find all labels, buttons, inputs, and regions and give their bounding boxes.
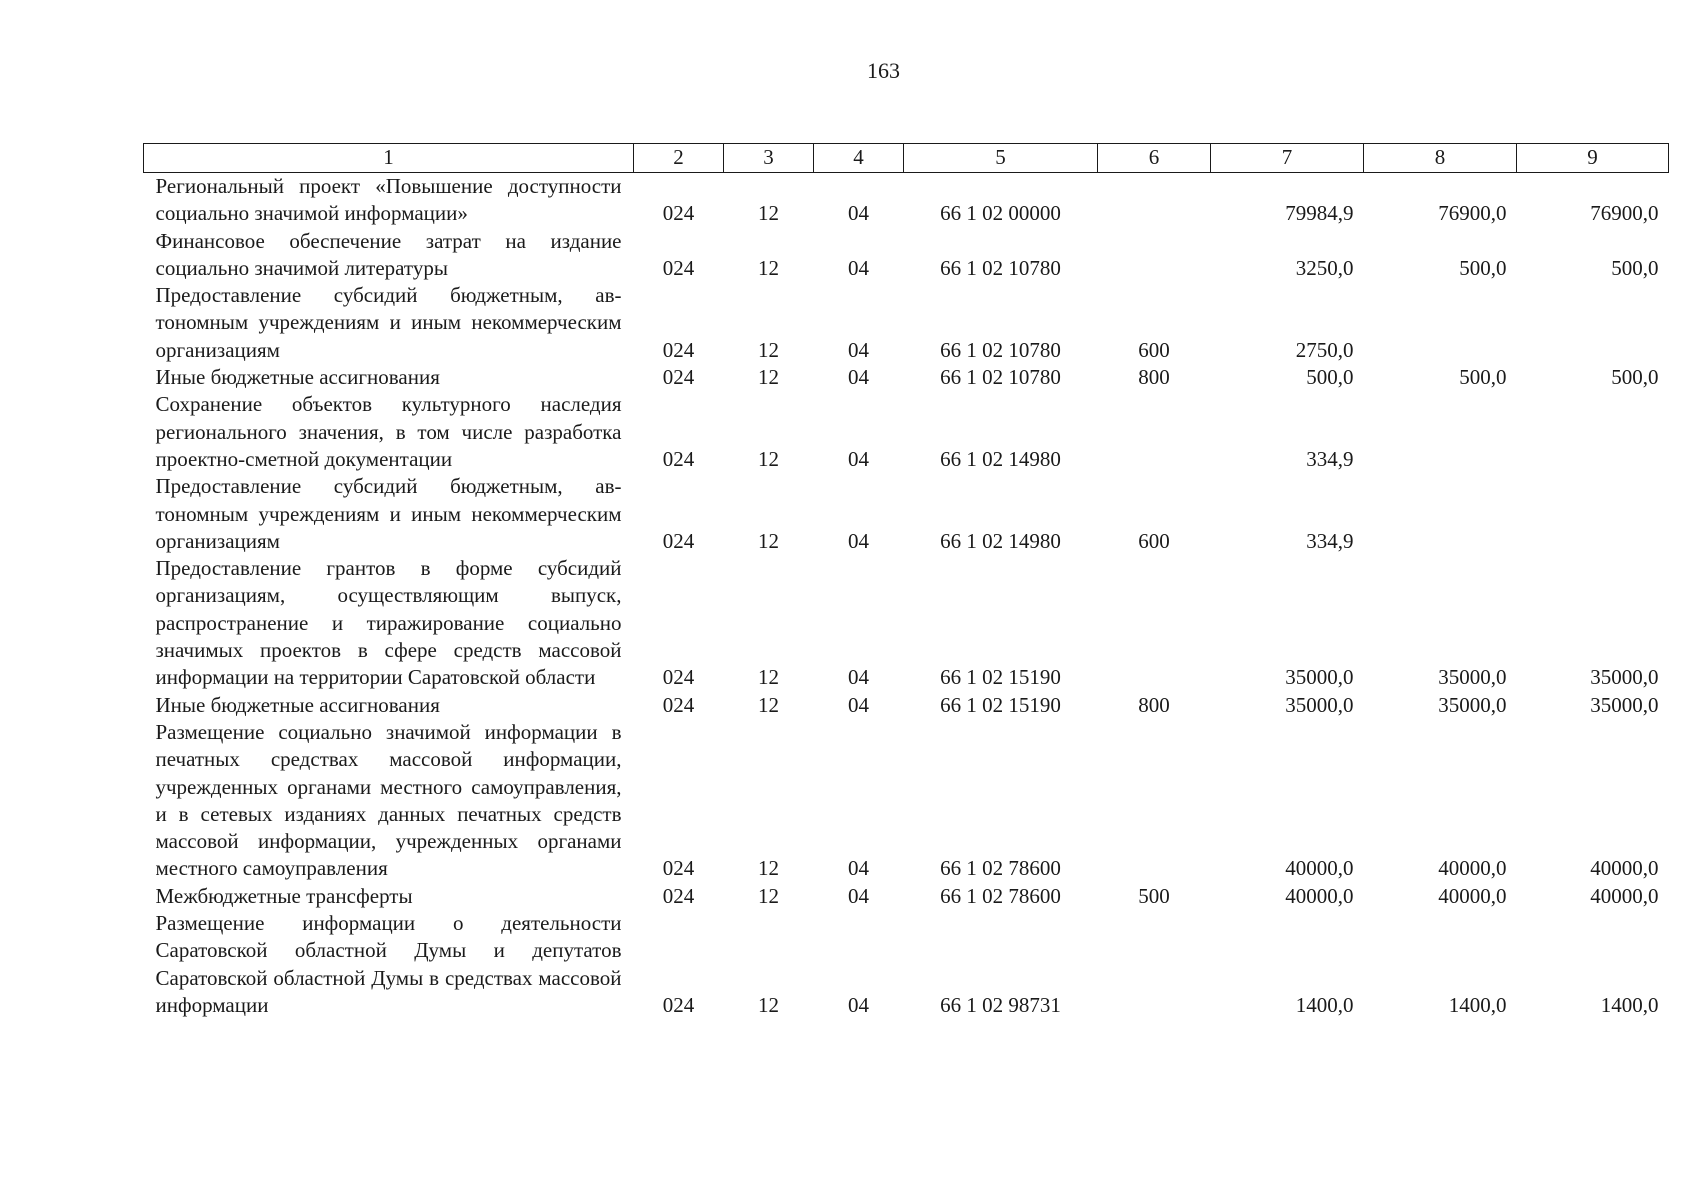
row-col-7: 79984,9 (1285, 201, 1354, 226)
row-col-7: 500,0 (1306, 365, 1354, 390)
row-name: Иные бюджетные ассигнования (155, 365, 440, 390)
row-col-9: 500,0 (1611, 365, 1659, 390)
header-col-6: 6 (1098, 144, 1211, 173)
row-col-9 (1517, 391, 1669, 473)
row-col-4: 04 (848, 365, 869, 390)
row-col-8: 500,0 (1459, 365, 1507, 390)
row-col-8: 40000,0 (1438, 856, 1507, 881)
table-row (144, 883, 1669, 910)
row-col-4: 04 (848, 883, 869, 908)
row-name: Сохранение объектов культурного наследия регионального значения, в том числе разработка проектно-сметной документации (155, 392, 622, 471)
page-number: 163 (867, 58, 900, 83)
row-col-2: 024 (662, 337, 695, 362)
row-col-9: 40000,0 (1590, 883, 1659, 908)
row-name: Размещение информации о деятельности Саратовской областной Думы и депутатов Саратовской областной Думы в средствах массовой информации (155, 911, 622, 1017)
row-col-2: 024 (662, 528, 695, 553)
row-col-4: 04 (848, 337, 869, 362)
table-header (144, 144, 1669, 173)
table-row (144, 719, 1669, 883)
row-col-9: 35000,0 (1590, 692, 1659, 717)
row-col-6: 500 (1138, 883, 1170, 908)
header-col-9: 9 (1517, 144, 1669, 173)
header-col-2: 2 (634, 144, 724, 173)
row-col-7: 334,9 (1306, 528, 1354, 553)
row-col-5: 66 1 02 10780 (940, 365, 1061, 390)
row-col-6: 600 (1138, 337, 1170, 362)
row-col-6: 800 (1138, 692, 1170, 717)
header-col-8: 8 (1364, 144, 1517, 173)
row-col-7: 35000,0 (1285, 692, 1354, 717)
header-col-1: 1 (144, 144, 634, 173)
header-row (144, 144, 1669, 173)
row-col-6 (1098, 719, 1211, 883)
row-col-2: 024 (662, 365, 695, 390)
row-name: Межбюджетные трансферты (155, 883, 413, 908)
row-col-8 (1364, 473, 1517, 555)
table-row (144, 364, 1669, 391)
row-col-9: 500,0 (1611, 255, 1659, 280)
table-row (144, 228, 1669, 283)
row-name: Предоставление субсидий бюджетным, автономным учреждениям и иным некоммерческим организациям (155, 283, 622, 362)
header-col-5: 5 (904, 144, 1098, 173)
row-col-6: 800 (1138, 365, 1170, 390)
table-row (144, 173, 1669, 228)
row-col-7: 3250,0 (1295, 255, 1354, 280)
row-col-3: 12 (758, 856, 779, 881)
row-col-5: 66 1 02 14980 (940, 446, 1061, 471)
row-col-5: 66 1 02 00000 (940, 201, 1061, 226)
header-col-3: 3 (724, 144, 814, 173)
row-name: Финансовое обеспечение затрат на издание социально значимой литературы (155, 228, 622, 280)
row-col-3: 12 (758, 883, 779, 908)
row-col-8 (1364, 391, 1517, 473)
row-col-5: 66 1 02 98731 (940, 992, 1061, 1017)
row-col-2: 024 (662, 201, 695, 226)
budget-table (143, 143, 1669, 1019)
row-name: Предоставление грантов в форме субсидий организациям, осуществляющим выпуск, распространение и тиражирование социально значимых проектов в сфере средств массовой информации на территории Саратовской области (155, 556, 622, 690)
row-col-7: 334,9 (1306, 446, 1354, 471)
row-col-5: 66 1 02 10780 (940, 255, 1061, 280)
row-col-3: 12 (758, 255, 779, 280)
row-col-5: 66 1 02 15190 (940, 665, 1061, 690)
row-col-2: 024 (662, 692, 695, 717)
row-col-5: 66 1 02 14980 (940, 528, 1061, 553)
row-name: Предоставление субсидий бюджетным, автономным учреждениям и иным некоммерческим организациям (155, 474, 622, 553)
row-col-4: 04 (848, 255, 869, 280)
header-col-7: 7 (1211, 144, 1364, 173)
row-col-7: 35000,0 (1285, 665, 1354, 690)
row-col-3: 12 (758, 365, 779, 390)
row-col-2: 024 (662, 446, 695, 471)
row-col-4: 04 (848, 856, 869, 881)
row-col-4: 04 (848, 201, 869, 226)
row-col-2: 024 (662, 883, 695, 908)
row-col-8: 35000,0 (1438, 665, 1507, 690)
row-col-3: 12 (758, 665, 779, 690)
row-col-4: 04 (848, 665, 869, 690)
row-col-3: 12 (758, 692, 779, 717)
row-col-3: 12 (758, 528, 779, 553)
row-col-8: 35000,0 (1438, 692, 1507, 717)
row-col-3: 12 (758, 446, 779, 471)
row-col-7: 40000,0 (1285, 856, 1354, 881)
table-body (144, 173, 1669, 1020)
row-col-9: 1400,0 (1600, 992, 1659, 1017)
table-row (144, 555, 1669, 691)
row-col-4: 04 (848, 992, 869, 1017)
header-col-4: 4 (814, 144, 904, 173)
row-name: Размещение социально значимой информации в печатных средствах массовой информации, учрежденных органами местного самоуправления, и в сетевых изданиях данных печатных средств массовой информации, учрежденных органами местного самоуправления (155, 719, 622, 881)
row-col-9 (1517, 282, 1669, 364)
table-row (144, 910, 1669, 1019)
row-col-7: 40000,0 (1285, 883, 1354, 908)
row-col-5: 66 1 02 10780 (940, 337, 1061, 362)
row-col-2: 024 (662, 665, 695, 690)
row-col-5: 66 1 02 15190 (940, 692, 1061, 717)
row-col-9: 76900,0 (1590, 201, 1659, 226)
row-col-6 (1098, 555, 1211, 691)
row-col-9: 40000,0 (1590, 856, 1659, 881)
row-col-3: 12 (758, 337, 779, 362)
table-row (144, 391, 1669, 473)
row-col-8 (1364, 282, 1517, 364)
row-col-9: 35000,0 (1590, 665, 1659, 690)
row-col-2: 024 (662, 255, 695, 280)
row-col-2: 024 (662, 856, 695, 881)
row-col-4: 04 (848, 446, 869, 471)
row-col-6 (1098, 391, 1211, 473)
row-col-8: 76900,0 (1438, 201, 1507, 226)
row-col-3: 12 (758, 992, 779, 1017)
row-name: Региональный проект «Повышение доступности социально значимой информации» (155, 174, 622, 226)
row-col-6 (1098, 910, 1211, 1019)
row-col-8: 40000,0 (1438, 883, 1507, 908)
row-col-4: 04 (848, 528, 869, 553)
row-col-3: 12 (758, 201, 779, 226)
row-col-7: 1400,0 (1295, 992, 1354, 1017)
row-col-2: 024 (662, 992, 695, 1017)
row-col-8: 500,0 (1459, 255, 1507, 280)
table-row (144, 692, 1669, 719)
row-col-8: 1400,0 (1448, 992, 1507, 1017)
row-col-6 (1098, 173, 1211, 228)
row-col-6 (1098, 228, 1211, 283)
row-col-9 (1517, 473, 1669, 555)
table-row (144, 473, 1669, 555)
row-col-5: 66 1 02 78600 (940, 883, 1061, 908)
row-col-5: 66 1 02 78600 (940, 856, 1061, 881)
row-name: Иные бюджетные ассигнования (155, 692, 440, 717)
table-row (144, 282, 1669, 364)
row-col-6: 600 (1138, 528, 1170, 553)
row-col-7: 2750,0 (1295, 337, 1354, 362)
row-col-4: 04 (848, 692, 869, 717)
